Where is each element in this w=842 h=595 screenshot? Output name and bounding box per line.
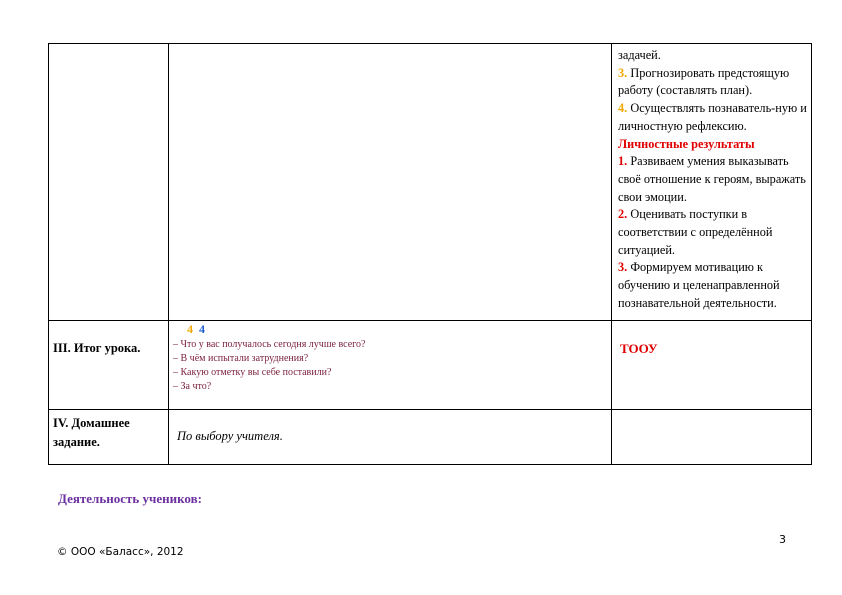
stage-cell [49,44,169,321]
results-cell [612,44,812,321]
activity-cell [169,321,612,410]
table-row [49,321,812,410]
copyright-footer: © ООО «Баласс», 2012 [57,546,184,558]
table-row [49,410,812,465]
list-item: – В чём испытали затруднения? [173,353,309,364]
activity-cell [169,410,612,465]
stage-title: III. Итог урока. [53,341,141,355]
activity-cell [169,44,612,321]
list-item: – Что у вас получалось сегодня лучше всего? [173,339,366,350]
reference-numbers: 4 4 [187,322,205,336]
personal-item: 2. Оценивать поступки в соответствии с определённой ситуацией. [618,207,773,257]
students-activity-heading: Деятельность учеников: [58,491,202,506]
lesson-table [48,43,812,465]
stage-cell [49,321,169,410]
result-item: задачей. [618,48,661,62]
stage-cell [49,410,169,465]
results-cell [612,410,812,465]
questions-list [173,338,607,394]
list-item: – За что? [173,381,212,392]
result-item: 3. Прогнозировать предстоящую работу (составлять план). [618,65,790,98]
homework-text: По выбору учителя. [177,429,283,443]
personal-results-heading: Личностные результаты [618,136,755,151]
page-number: 3 [779,533,786,546]
personal-item: 1. Развиваем умения выказывать своё отношение к героям, выражать свои эмоции. [618,154,806,204]
result-code: ТООУ [620,341,658,356]
list-item: – Какую отметку вы себе поставили? [173,367,332,378]
results-cell [612,321,812,410]
result-item: 4. Осуществлять познаватель-ную и личностную рефлексию. [618,101,807,133]
personal-item: 3. Формируем мотивацию к обучению и целенаправленной познавательной деятельности. [618,260,780,310]
table-row [49,44,812,321]
stage-title: IV. Домашнее задание. [53,416,130,449]
